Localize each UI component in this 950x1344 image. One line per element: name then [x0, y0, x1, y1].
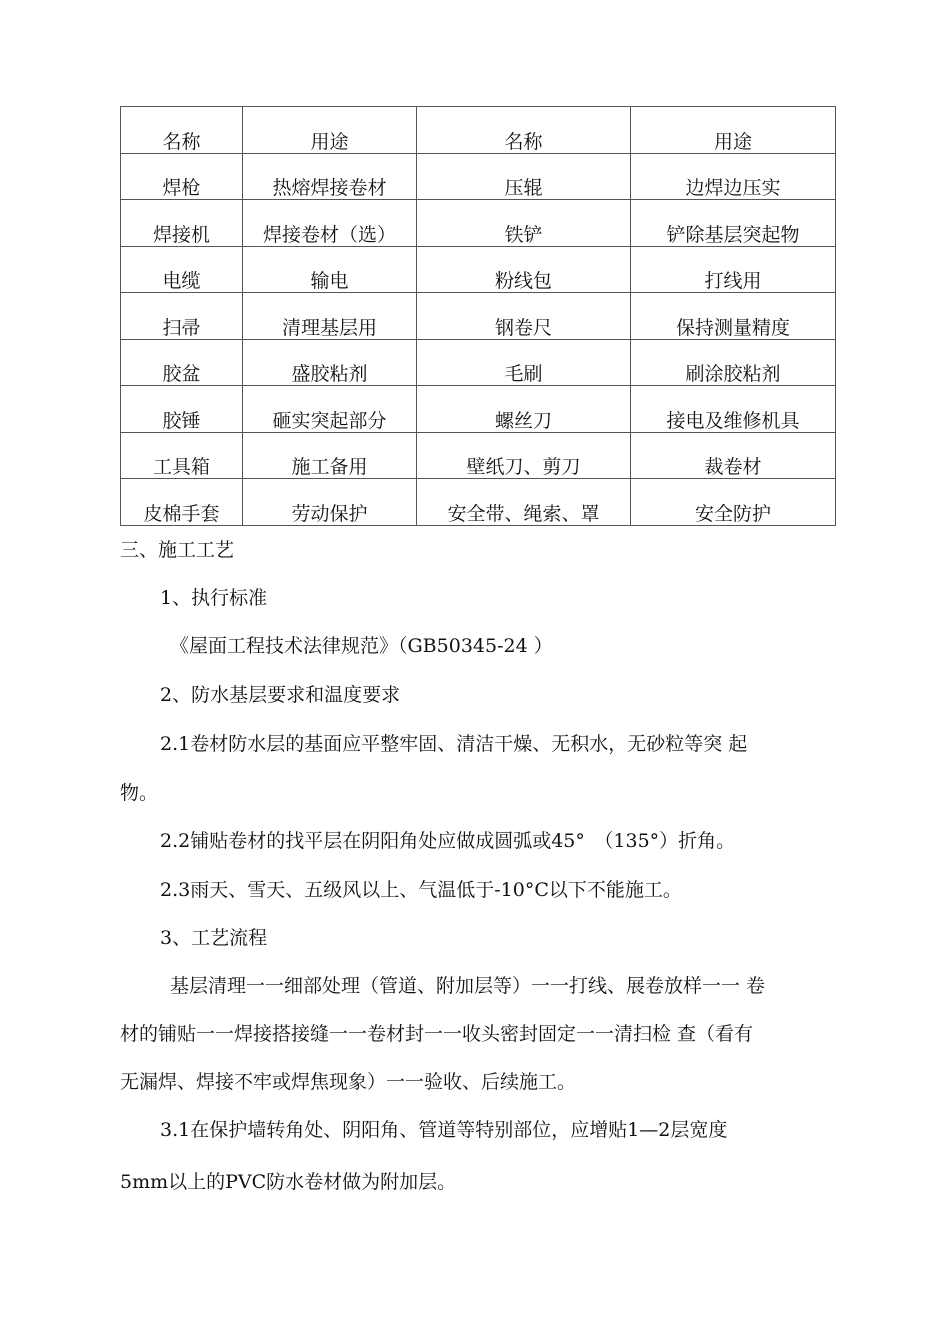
table-cell: 胶锤 [121, 386, 243, 433]
table-cell: 劳动保护 [243, 479, 417, 526]
table-cell: 粉线包 [417, 246, 631, 293]
paragraph-3-1-continued: 5mm以上的PVC防水卷材做为附加层。 [120, 1171, 457, 1193]
subsection-title-standard: 1、执行标准 [160, 587, 268, 609]
table-cell: 输电 [243, 246, 417, 293]
header-cell: 名称 [121, 107, 243, 154]
standard-reference: 《屋面工程技术法律规范》（GB50345-24 ） [170, 635, 553, 657]
table-cell: 热熔焊接卷材 [243, 153, 417, 200]
table-row [121, 293, 836, 340]
table-cell: 电缆 [121, 246, 243, 293]
process-flow-line: 无漏焊、焊接不牢或焊焦现象）一一验收、后续施工。 [120, 1071, 577, 1093]
table-cell: 砸实突起部分 [243, 386, 417, 433]
table-cell: 工具箱 [121, 432, 243, 479]
paragraph-2-1: 2.1卷材防水层的基面应平整牢固、清洁干燥、无积水，无砂粒等突 起 [160, 733, 748, 755]
table-cell: 螺丝刀 [417, 386, 631, 433]
table-cell: 清理基层用 [243, 293, 417, 340]
table-cell: 打线用 [631, 246, 836, 293]
table-cell: 胶盆 [121, 339, 243, 386]
table-cell: 安全防护 [631, 479, 836, 526]
table-cell: 钢卷尺 [417, 293, 631, 340]
paragraph-2-1-continued: 物。 [120, 782, 159, 804]
table-cell: 裁卷材 [631, 432, 836, 479]
table-cell: 铁铲 [417, 200, 631, 247]
table-cell: 铲除基层突起物 [631, 200, 836, 247]
table-row [121, 200, 836, 247]
table-cell: 接电及维修机具 [631, 386, 836, 433]
table-cell: 保持测量精度 [631, 293, 836, 340]
process-flow-line: 基层清理一一细部处理（管道、附加层等）一一打线、展卷放样一一 卷 [170, 975, 766, 997]
table-cell: 盛胶粘剂 [243, 339, 417, 386]
table-row [121, 479, 836, 526]
table-cell: 毛刷 [417, 339, 631, 386]
table-row [121, 153, 836, 200]
process-flow-line: 材的铺贴一一焊接搭接缝一一卷材封一一收头密封固定一一清扫检 查（看有 [120, 1023, 754, 1045]
table-cell: 扫帚 [121, 293, 243, 340]
tools-table [120, 106, 836, 526]
table-cell: 安全带、绳索、罩 [417, 479, 631, 526]
subsection-title-requirements: 2、防水基层要求和温度要求 [160, 684, 401, 706]
table-row [121, 386, 836, 433]
table-row [121, 339, 836, 386]
paragraph-2-3: 2.3雨天、雪天、五级风以上、气温低于-10°C以下不能施工。 [160, 879, 682, 901]
table-cell: 压辊 [417, 153, 631, 200]
table-cell: 施工备用 [243, 432, 417, 479]
table-cell: 刷涂胶粘剂 [631, 339, 836, 386]
paragraph-3-1: 3.1在保护墙转角处、阴阳角、管道等特别部位，应增贴1—2层宽度 [160, 1119, 728, 1141]
header-cell: 名称 [417, 107, 631, 154]
table-cell: 焊枪 [121, 153, 243, 200]
header-cell: 用途 [243, 107, 417, 154]
table-cell: 壁纸刀、剪刀 [417, 432, 631, 479]
table-row [121, 246, 836, 293]
table-header-row [121, 107, 836, 154]
paragraph-2-2: 2.2铺贴卷材的找平层在阴阳角处应做成圆弧或45° （135°）折角。 [160, 830, 736, 852]
table-row [121, 432, 836, 479]
table-cell: 皮棉手套 [121, 479, 243, 526]
table-cell: 焊接卷材（选） [243, 200, 417, 247]
table-cell: 焊接机 [121, 200, 243, 247]
section-title: 三、施工工艺 [120, 539, 235, 561]
header-cell: 用途 [631, 107, 836, 154]
table-cell: 边焊边压实 [631, 153, 836, 200]
subsection-title-process: 3、工艺流程 [160, 927, 268, 949]
